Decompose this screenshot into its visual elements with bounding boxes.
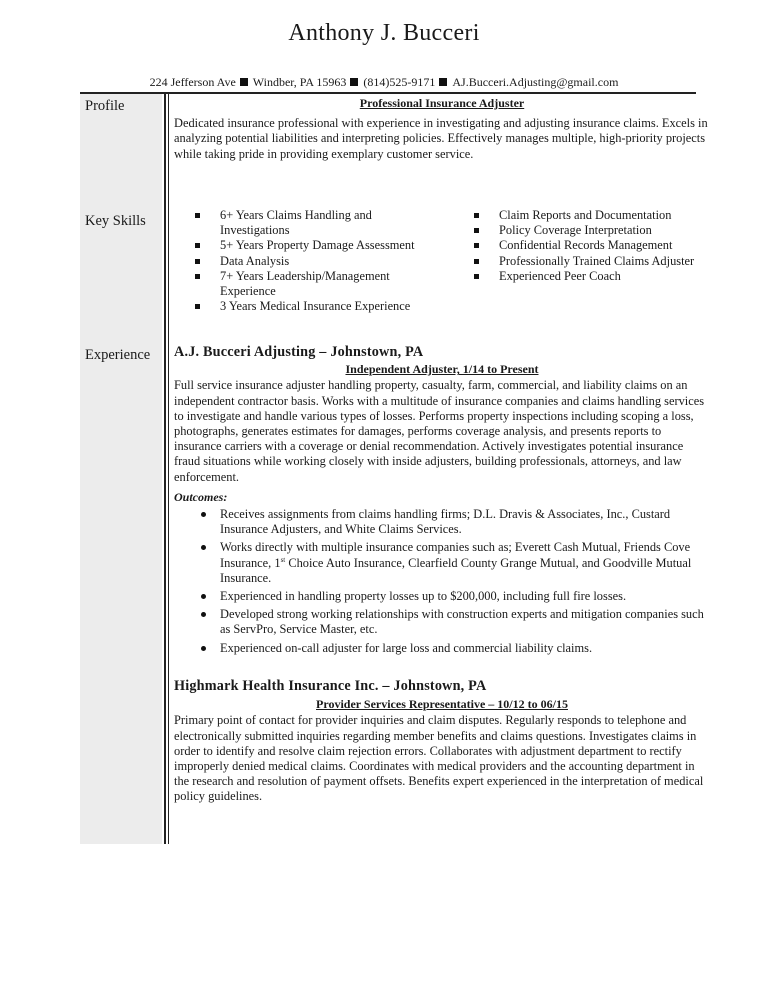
city: Windber, PA 15963: [252, 75, 347, 89]
skills-list-right: [472, 208, 702, 284]
list-item: 5+ Years Property Damage Assessment: [193, 238, 433, 253]
job-1-company: A.J. Bucceri Adjusting – Johnstown, PA: [174, 344, 424, 360]
column-divider-thin: [168, 94, 169, 844]
job-1-title: Independent Adjuster, 1/14 to Present: [345, 362, 539, 377]
job-2-title: Provider Services Representative – 10/12 to 06/15: [316, 697, 568, 712]
job-2-description: Primary point of contact for provider inquiries and claim disputes. Regularly responds to telephone and electronically submitted inquiries regarding member benefits and claims questions. Investigates claims in order to identify and resolve claim rejection errors. Collaborates with adjustment department to rectify improperly denied medical claims. Coordinates with medical providers and the accounting department in the research and resolution of payment offsets. Benefits expert experienced in the interpretation of medical policy guidelines.: [174, 713, 704, 804]
list-item: Claim Reports and Documentation: [472, 208, 702, 223]
phone: (814)525-9171: [363, 75, 436, 89]
profile-title: Professional Insurance Adjuster: [359, 96, 525, 110]
list-item: 3 Years Medical Insurance Experience: [193, 299, 433, 314]
header-divider: [80, 92, 696, 94]
profile-text: Dedicated insurance professional with experience in investigating and adjusting insurance claims. Excels in analyzing potential liabilities and interpreting policies. Effectively manages multiple, high-priority projects while taking pride in providing exemplary customer service.: [174, 116, 708, 161]
list-item: Professionally Trained Claims Adjuster: [472, 254, 702, 269]
list-item: Experienced on-call adjuster for large loss and commercial liability claims.: [174, 641, 710, 656]
skills-list-left: [193, 208, 433, 314]
list-item: Experienced in handling property losses up to $200,000, including full fire losses.: [174, 589, 710, 604]
address: 224 Jefferson Ave: [149, 75, 236, 89]
list-item: Developed strong working relationships with construction experts and mitigation companies such as ServPro, Service Master, etc.: [174, 607, 710, 637]
list-item: Receives assignments from claims handling firms; D.L. Dravis & Associates, Inc., Custard Insurance Adjusters, and White Claims Services.: [174, 507, 710, 537]
list-item: Data Analysis: [193, 254, 433, 269]
outcome-text: Works directly with multiple insurance companies such as; Everett Cash Mutual, Friends Cove Insurance, 1: [220, 540, 691, 570]
list-item: Confidential Records Management: [472, 238, 702, 253]
job-1: [174, 345, 710, 659]
profile-section: [174, 96, 710, 162]
contact-line: [0, 75, 768, 90]
job-1-description: Full service insurance adjuster handling property, casualty, farm, commercial, and liability claims on an independent contractor basis. Works with a multitude of insurance companies and claims handling services to investigate and handle various types of losses. Performs property inspections including scoping a loss, photographs, generates estimates for damages, performs coverage analysis, and presents reports to insurance carriers with a coverage or denial recommendation. Actively investigates potential insurance fraud situations while working closely with inside adjusters, building professionals, attorneys, and law enforcement.: [174, 378, 705, 484]
list-item: Experienced Peer Coach: [472, 269, 702, 284]
section-label-column: [80, 94, 162, 844]
outcomes-label: Outcomes:: [174, 489, 228, 504]
separator-square-icon: [240, 78, 248, 86]
list-item: Policy Coverage Interpretation: [472, 223, 702, 238]
job-2-company: Highmark Health Insurance Inc. – Johnstown, PA: [174, 678, 487, 694]
list-item: 7+ Years Leadership/Management Experience: [193, 269, 433, 299]
outcomes-list: [174, 507, 710, 656]
job-2: [174, 679, 710, 805]
column-divider: [164, 94, 166, 844]
separator-square-icon: [350, 78, 358, 86]
ordinal-suffix: st: [280, 555, 286, 564]
key-skills-label: Key Skills: [85, 213, 146, 229]
separator-square-icon: [439, 78, 447, 86]
list-item: [174, 540, 710, 586]
experience-label: Experience: [85, 347, 151, 363]
list-item: 6+ Years Claims Handling and Investigations: [193, 208, 433, 238]
outcome-text: Choice Auto Insurance, Clearfield County Grange Mutual, and Goodville Mutual Insurance.: [220, 555, 692, 585]
candidate-name: Anthony J. Bucceri: [288, 20, 480, 46]
email[interactable]: AJ.Bucceri.Adjusting@gmail.com: [452, 75, 619, 89]
profile-label: Profile: [85, 98, 125, 114]
